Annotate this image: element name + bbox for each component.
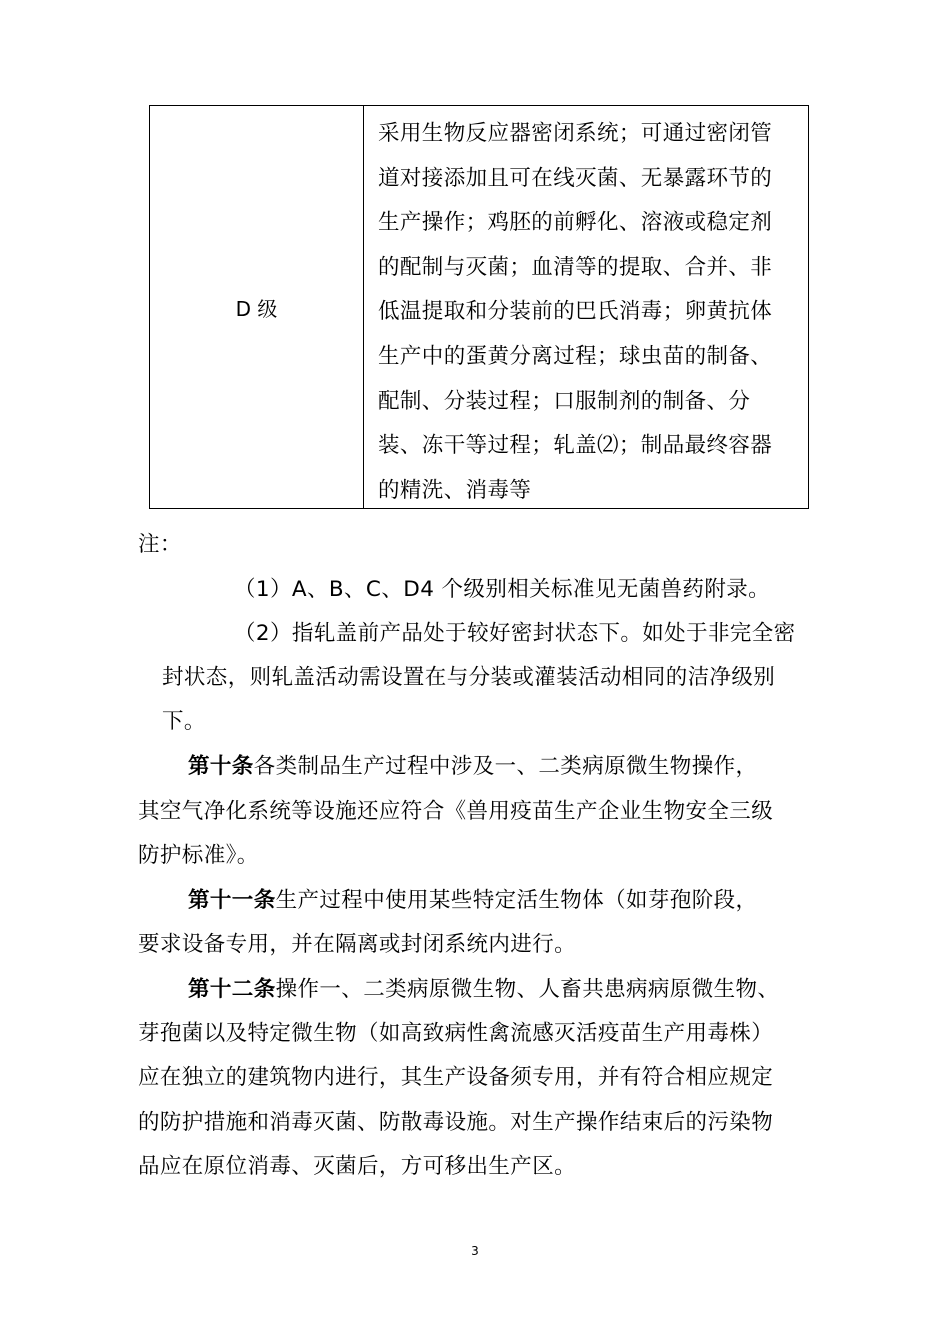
note-1: （1）A、B、C、D4 个级别相关标准见无菌兽药附录。 (234, 577, 771, 602)
article-12-line-2: 芽孢菌以及特定微生物（如高致病性禽流感灭活疫苗生产用毒株） (138, 1021, 774, 1046)
article-11-text: 生产过程中使用某些特定活生物体（如芽孢阶段， (275, 888, 758, 913)
page-number: 3 (471, 1244, 479, 1258)
article-12-line-4: 的防护措施和消毒灭菌、防散毒设施。对生产操作结束后的污染物 (138, 1110, 774, 1135)
grade-cell: D 级 (150, 106, 364, 508)
note-2-line-3: 下。 (162, 709, 206, 734)
article-10-heading: 第十条 (188, 754, 254, 779)
article-12-text: 操作一、二类病原微生物、人畜共患病病原微生物、 (275, 977, 780, 1002)
description-line: 装、冻干等过程；轧盖⑵；制品最终容器 (378, 433, 773, 459)
cleanliness-grade-table (149, 105, 809, 509)
article-10-text: 各类制品生产过程中涉及一、二类病原微生物操作， (253, 754, 758, 779)
note-2-line-1: （2）指轧盖前产品处于较好密封状态下。如处于非完全密 (234, 621, 796, 646)
description-line: 道对接添加且可在线灭菌、无暴露环节的 (378, 165, 773, 191)
description-line: 配制、分装过程；口服制剂的制备、分 (378, 388, 751, 414)
article-12-heading: 第十二条 (188, 977, 276, 1002)
article-12-line-1 (188, 972, 779, 1003)
article-12-line-3: 应在独立的建筑物内进行，其生产设备须专用，并有符合相应规定 (138, 1065, 774, 1090)
article-10-line-3: 防护标准》。 (138, 843, 259, 868)
article-10-line-1 (188, 749, 757, 780)
note-2-line-2: 封状态，则轧盖活动需设置在与分装或灌装活动相同的洁净级别 (162, 665, 776, 690)
description-line: 的精洗、消毒等 (378, 477, 532, 503)
description-line: 的配制与灭菌；血清等的提取、合并、非 (378, 254, 773, 280)
article-11-heading: 第十一条 (188, 888, 276, 913)
description-line: 生产中的蛋黄分离过程；球虫苗的制备、 (378, 343, 773, 369)
notes-label: 注： (138, 532, 182, 557)
article-10-line-2: 其空气净化系统等设施还应符合《兽用疫苗生产企业生物安全三级 (138, 799, 774, 824)
description-line: 采用生物反应器密闭系统；可通过密闭管 (378, 121, 773, 146)
article-11-line-2: 要求设备专用，并在隔离或封闭系统内进行。 (138, 932, 577, 957)
article-12-line-5: 品应在原位消毒、灭菌后，方可移出生产区。 (138, 1154, 577, 1179)
description-line: 生产操作；鸡胚的前孵化、溶液或稳定剂 (378, 210, 773, 236)
article-11-line-1 (188, 883, 757, 914)
description-line: 低温提取和分装前的巴氏消毒；卵黄抗体 (378, 299, 773, 325)
grade-description-cell (364, 106, 808, 508)
